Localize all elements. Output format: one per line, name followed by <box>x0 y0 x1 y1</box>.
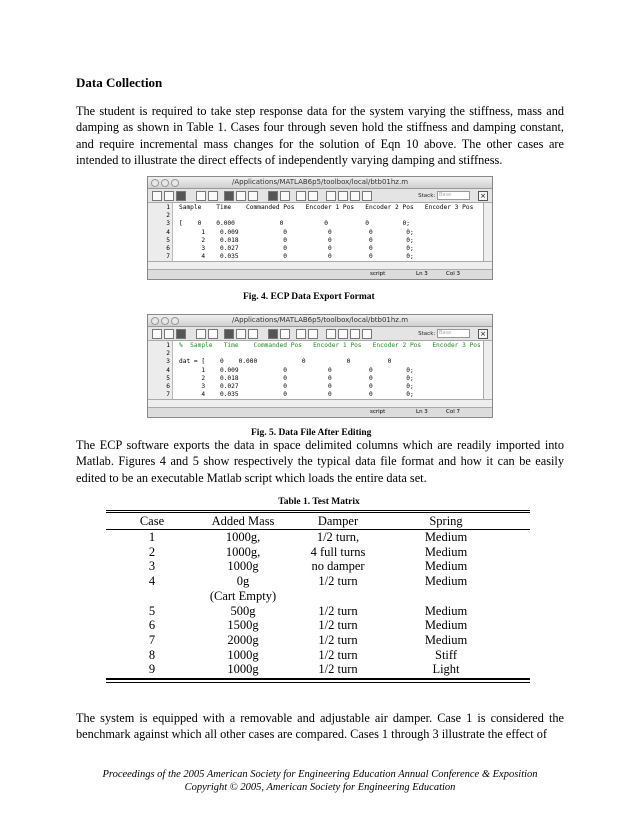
vertical-scrollbar[interactable] <box>483 203 492 261</box>
cell-case: 3 <box>148 559 156 574</box>
line-number: 4 <box>166 228 170 236</box>
cell-added-mass: 1000g, <box>225 544 261 559</box>
status-mode: script <box>370 409 386 415</box>
cell-damper: 1/2 turn <box>318 603 358 618</box>
code-line <box>162 253 482 261</box>
line-number: 3 <box>166 220 170 228</box>
line-number: 3 <box>166 358 170 366</box>
matlab-editor-window-fig4 <box>147 176 493 280</box>
cut-icon[interactable] <box>196 329 206 339</box>
save-icon[interactable] <box>176 191 186 201</box>
line-number: 6 <box>166 244 170 252</box>
copy-icon[interactable] <box>208 329 218 339</box>
paragraph-intro: The student is required to take step response data for the system varying the stiffness, mass and damping as shown in Table 1. Cases four through seven hold the stiffness and damping constant, and require incremental mass changes for the solution of Eqn 10 above. The other cases are intended to illustrate the direct effects of independently varying damping and stiffness. <box>76 104 564 167</box>
window-titlebar <box>148 177 492 189</box>
cell-damper: 1/2 turn <box>318 647 358 662</box>
cell-damper: 1/2 turn <box>318 662 358 677</box>
close-icon[interactable]: × <box>478 191 488 201</box>
code-editor[interactable] <box>148 341 492 400</box>
header-case: Case <box>139 514 165 528</box>
cell-spring: Light <box>432 662 460 677</box>
print-icon[interactable] <box>224 191 234 201</box>
cell-case: 7 <box>148 632 156 647</box>
table-title: Table 1. Test Matrix <box>278 497 360 507</box>
table-row <box>106 559 530 574</box>
line-text: [ 0 0.000 0 0 0 0; <box>179 220 410 228</box>
header-damper: Damper <box>317 514 359 528</box>
print-icon[interactable] <box>224 329 234 339</box>
save-icon[interactable] <box>176 329 186 339</box>
close-icon[interactable]: × <box>478 329 488 339</box>
line-number: 6 <box>166 382 170 390</box>
code-line <box>162 350 482 358</box>
code-line <box>162 204 482 212</box>
clear-breakpoint-icon[interactable] <box>308 191 318 201</box>
cell-case: 2 <box>148 544 156 559</box>
line-text: 3 0.027 0 0 0 0; <box>179 244 414 252</box>
open-file-icon[interactable] <box>164 329 174 339</box>
code-line <box>162 358 482 366</box>
window-title: /Applications/MATLAB6p5/toolbox/local/btb01hz.m <box>231 316 409 324</box>
vertical-scrollbar[interactable] <box>483 341 492 399</box>
line-text: 4 0.035 0 0 0 0; <box>179 253 414 261</box>
window-titlebar <box>148 315 492 327</box>
table-bottom-rule <box>106 678 530 680</box>
header-spring: Spring <box>429 514 463 528</box>
stack-selector[interactable]: Stack: Base <box>418 329 470 338</box>
breakpoint-icon[interactable] <box>296 191 306 201</box>
line-number: 2 <box>166 212 170 220</box>
line-text: 2 0.018 0 0 0 0; <box>179 374 414 382</box>
section-heading: Data Collection <box>76 75 163 90</box>
table-top-rule-2 <box>106 512 530 513</box>
cell-added-mass: 0g <box>236 574 250 589</box>
stack-selector[interactable]: Stack: Base <box>418 191 470 200</box>
line-number: 7 <box>166 253 170 261</box>
line-number: 5 <box>166 374 170 382</box>
header-added-mass: Added Mass <box>211 514 275 528</box>
table-row <box>106 530 530 545</box>
horizontal-scrollbar[interactable] <box>148 262 492 270</box>
code-line <box>162 237 482 245</box>
cell-spring: Medium <box>424 530 468 544</box>
exit-debug-icon[interactable] <box>362 191 372 201</box>
code-line <box>162 367 482 375</box>
table-row <box>106 545 530 560</box>
code-line <box>162 342 482 350</box>
step-icon[interactable] <box>326 329 336 339</box>
breakpoint-icon[interactable] <box>296 329 306 339</box>
cell-case: 1 <box>148 530 156 544</box>
status-column: Col 3 <box>446 271 460 277</box>
page-footer <box>76 768 564 794</box>
cell-added-mass: 2000g <box>227 632 259 647</box>
editor-toolbar <box>148 189 492 203</box>
new-file-icon[interactable] <box>152 329 162 339</box>
cell-added-mass: 1000g <box>227 647 259 662</box>
table-top-rule <box>106 510 530 511</box>
table-row <box>106 574 530 589</box>
cell-added-mass: 1000g <box>227 662 259 677</box>
status-line: Ln 3 <box>416 271 428 277</box>
line-text: dat = [ 0 0.000 0 0 0 <box>179 358 392 366</box>
code-line <box>162 391 482 399</box>
footer-copyright: Copyright © 2005, American Society for Engineering Education <box>184 782 456 793</box>
step-icon[interactable] <box>326 191 336 201</box>
cell-damper: 1/2 turn <box>318 574 358 589</box>
figure-5-caption: Fig. 5. Data File After Editing <box>251 428 372 438</box>
step-in-icon[interactable] <box>338 329 348 339</box>
code-line <box>162 212 482 220</box>
cell-damper: no damper <box>311 559 365 574</box>
line-number: 1 <box>166 342 170 349</box>
cell-spring: Medium <box>424 559 468 574</box>
paragraph-damper: The system is equipped with a removable and adjustable air damper. Case 1 is considered the benchmark against which all other cases are compared. Cases 1 through 3 illustrate the effect of <box>76 711 564 742</box>
status-bar <box>148 270 492 279</box>
code-line <box>162 220 482 228</box>
cell-added-mass: 500g <box>230 603 256 618</box>
table-row <box>106 589 530 604</box>
function-icon[interactable] <box>280 329 290 339</box>
window-title: /Applications/MATLAB6p5/toolbox/local/btb01hz.m <box>231 178 409 186</box>
status-column: Col 7 <box>446 409 460 415</box>
line-text: Sample Time Commanded Pos Encoder 1 Pos Encoder 2 Pos Encoder 3 Pos <box>179 204 474 211</box>
line-text: % Sample Time Commanded Pos Encoder 1 Pos Encoder 2 Pos Encoder 3 Pos <box>179 342 481 349</box>
table-header-row <box>106 514 530 529</box>
cell-spring: Medium <box>424 544 468 559</box>
line-text: 4 0.035 0 0 0 0; <box>179 391 414 399</box>
cell-added-mass: 1000g, <box>225 530 261 544</box>
line-text: 3 0.027 0 0 0 0; <box>179 382 414 390</box>
step-in-icon[interactable] <box>338 191 348 201</box>
code-line <box>162 229 482 237</box>
cut-icon[interactable] <box>196 191 206 201</box>
cell-case: 9 <box>148 662 156 677</box>
open-file-icon[interactable] <box>164 191 174 201</box>
step-out-icon[interactable] <box>350 329 360 339</box>
line-number: 4 <box>166 366 170 374</box>
figure-4-caption: Fig. 4. ECP Data Export Format <box>243 292 375 302</box>
status-bar <box>148 408 492 417</box>
cell-added-mass: 1500g <box>227 618 259 633</box>
table-row <box>106 662 530 677</box>
undo-icon[interactable] <box>236 191 246 201</box>
cell-added-mass: (Cart Empty) <box>209 588 277 603</box>
line-number: 2 <box>166 350 170 358</box>
status-line: Ln 3 <box>416 409 428 415</box>
table-row <box>106 633 530 648</box>
undo-icon[interactable] <box>236 329 246 339</box>
cell-spring: Stiff <box>435 647 457 662</box>
cell-spring: Medium <box>424 603 468 618</box>
cell-spring: Medium <box>424 574 468 589</box>
cell-damper: 1/2 turn, <box>316 530 360 544</box>
find-icon[interactable] <box>268 329 278 339</box>
cell-case: 8 <box>148 647 156 662</box>
matlab-editor-window-fig5 <box>147 314 493 418</box>
cell-case: 4 <box>148 574 156 589</box>
clear-breakpoint-icon[interactable] <box>308 329 318 339</box>
status-mode: script <box>370 271 386 277</box>
code-line <box>162 245 482 253</box>
cell-damper: 1/2 turn <box>318 632 358 647</box>
cell-spring: Medium <box>424 618 468 633</box>
table-row <box>106 604 530 619</box>
table-row <box>106 648 530 663</box>
redo-icon[interactable] <box>248 191 258 201</box>
cell-case: 5 <box>148 603 156 618</box>
horizontal-scrollbar[interactable] <box>148 400 492 408</box>
table-bottom-rule-2 <box>106 682 530 683</box>
code-lines <box>162 204 482 261</box>
editor-toolbar <box>148 327 492 341</box>
code-line <box>162 375 482 383</box>
code-line <box>162 383 482 391</box>
cell-case: 6 <box>148 618 156 633</box>
cell-damper: 4 full turns <box>310 544 366 559</box>
copy-icon[interactable] <box>208 191 218 201</box>
redo-icon[interactable] <box>248 329 258 339</box>
code-editor[interactable] <box>148 203 492 262</box>
exit-debug-icon[interactable] <box>362 329 372 339</box>
line-number: 5 <box>166 236 170 244</box>
line-number: 1 <box>166 204 170 211</box>
table-row <box>106 618 530 633</box>
function-icon[interactable] <box>280 191 290 201</box>
line-text: 2 0.018 0 0 0 0; <box>179 236 414 244</box>
line-text: 1 0.009 0 0 0 0; <box>179 366 414 374</box>
line-text: 1 0.009 0 0 0 0; <box>179 228 414 236</box>
new-file-icon[interactable] <box>152 191 162 201</box>
line-number: 7 <box>166 391 170 399</box>
paragraph-export: The ECP software exports the data in space delimited columns which are readily imported into Matlab. Figures 4 and 5 show respectively the typical data file format and how it can be easily edited to be an executable Matlab script which loads the entire data set. <box>76 438 564 485</box>
footer-proceedings: Proceedings of the 2005 American Society for Engineering Education Annual Conference & Exposition <box>102 769 538 780</box>
find-icon[interactable] <box>268 191 278 201</box>
cell-spring: Medium <box>424 632 468 647</box>
cell-added-mass: 1000g <box>227 559 259 574</box>
code-lines <box>162 342 482 399</box>
cell-damper: 1/2 turn <box>318 618 358 633</box>
step-out-icon[interactable] <box>350 191 360 201</box>
